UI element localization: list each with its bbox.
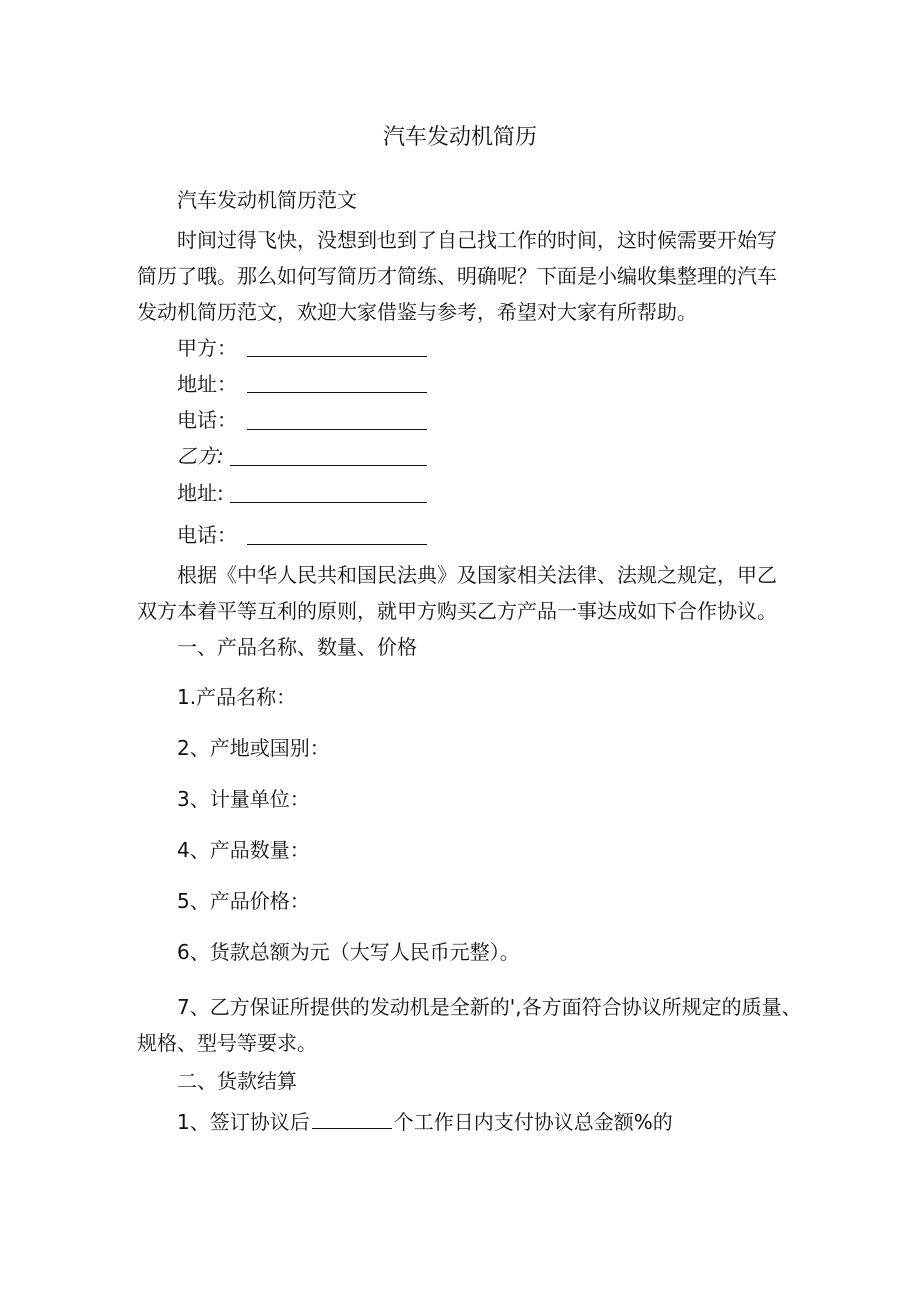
intro-line-2: 简历了哦。那么如何写简历才简练、明确呢？下面是小编收集整理的汽车 — [137, 264, 777, 288]
party-b-name-field[interactable] — [230, 465, 427, 466]
item-total: 6、货款总额为元（大写人民币元整）。 — [177, 940, 520, 964]
item7-line-1: 7、乙方保证所提供的发动机是全新的',各方面符合协议所规定的质量、 — [177, 995, 802, 1019]
intro-line-3: 发动机简历范文，欢迎大家借鉴与参考，希望对大家有所帮助。 — [137, 300, 697, 324]
payment-item-1 — [177, 1109, 673, 1135]
party-a-address-field[interactable] — [247, 392, 427, 393]
party-a-phone-label: 电话： — [177, 408, 237, 432]
agreement-line-1: 根据《中华人民共和国民法典》及国家相关法律、法规之规定，甲乙 — [177, 563, 777, 587]
payment-item-1-prefix: 1、签订协议后 — [177, 1110, 310, 1134]
subtitle: 汽车发动机简历范文 — [177, 188, 357, 212]
page-title: 汽车发动机简历 — [382, 125, 537, 150]
item7-line-2: 规格、型号等要求。 — [137, 1031, 317, 1055]
intro-line-1: 时间过得飞快，没想到也到了自己找工作的时间，这时候需要开始写 — [177, 228, 777, 252]
section2-heading: 二、货款结算 — [177, 1069, 297, 1093]
item-unit: 3、计量单位： — [177, 787, 310, 811]
payment-item-1-suffix: 个工作日内支付协议总金额%的 — [393, 1110, 673, 1134]
agreement-line-2: 双方本着平等互利的原则，就甲方购买乙方产品一事达成如下合作协议。 — [137, 599, 777, 623]
item-price: 5、产品价格： — [177, 889, 310, 913]
party-a-phone-field[interactable] — [247, 429, 427, 430]
party-b-name-label: 乙方: — [177, 444, 224, 468]
party-a-name-row — [177, 335, 237, 361]
workdays-field[interactable] — [312, 1110, 392, 1129]
party-a-name-field[interactable] — [247, 356, 427, 357]
party-b-phone-field[interactable] — [247, 544, 427, 545]
item-product-name: 1.产品名称： — [177, 685, 297, 709]
item-quantity: 4、产品数量： — [177, 838, 310, 862]
party-b-address-label: 地址: — [177, 481, 224, 505]
party-a-address-label: 地址： — [177, 372, 237, 396]
party-a-name-label: 甲方： — [177, 336, 237, 360]
party-b-phone-label: 电话： — [177, 523, 237, 547]
item-origin: 2、产地或国别： — [177, 736, 330, 760]
party-b-address-field[interactable] — [230, 502, 427, 503]
section1-heading: 一、产品名称、数量、价格 — [177, 635, 417, 659]
